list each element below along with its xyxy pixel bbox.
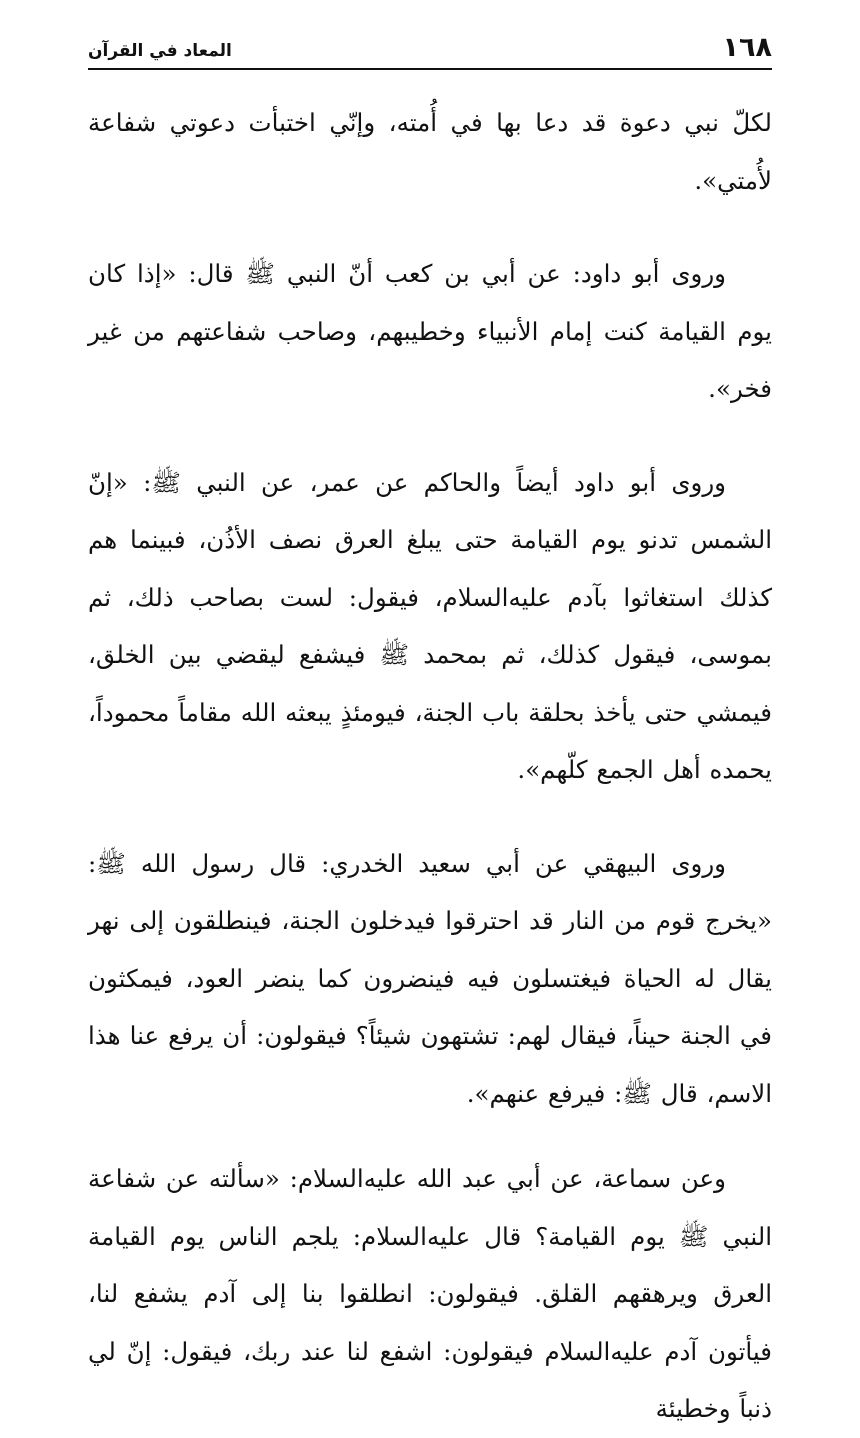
page-header [88,32,772,70]
paragraph: وروى أبو داود: عن أبي بن كعب أنّ النبي ﷺ قال: «إذا كان يوم القيامة كنت إمام الأنبياء وخطيبهم، وصاحب شفاعتهم من غير فخر». [88,259,772,403]
paragraph: لكلّ نبي دعوة قد دعا بها في أُمته، وإنّي اختبأت دعوتي شفاعة لأُمتي». [88,108,772,195]
paragraph: وعن سماعة، عن أبي عبد الله عليه‌السلام: «سألته عن شفاعة النبي ﷺ يوم القيامة؟ قال عليه‌السلام: يلجم الناس يوم القيامة العرق ويرهقهم القلق. فيقولون: انطلقوا بنا إلى آدم يشفع لنا، فيأتون آدم عليه‌السلام فيقولون: اشفع لنا عند ربك، فيقول: إنّ لي ذنباً وخطيئة [88,1164,772,1423]
page-number: ١٦٨ [722,32,772,63]
paragraph-gap [88,799,772,835]
paragraph-gap [88,209,772,245]
paragraph-gap [88,1122,772,1150]
paragraph-gap [88,418,772,454]
paragraph: وروى البيهقي عن أبي سعيد الخدري: قال رسول الله ﷺ: «يخرج قوم من النار قد احترقوا فيدخلون الجنة، فينطلقون إلى نهر يقال له الحياة فيغتسلون فيه فينضرون كما ينضر العود، فيمكثون في الجنة حيناً، فيقال لهم: تشتهون شيئاً؟ فيقولون: أن يرفع عنا هذا الاسم، قال ﷺ: فيرفع عنهم». [88,848,772,1108]
running-title: المعاد في القرآن [88,41,232,61]
page-body [88,94,772,1438]
paragraph: وروى أبو داود أيضاً والحاكم عن عمر، عن النبي ﷺ: «إنّ الشمس تدنو يوم القيامة حتى يبلغ العرق نصف الأذُن، فبينما هم كذلك استغاثوا بآدم عليه‌السلام، فيقول: لست بصاحب ذلك، ثم بموسى، فيقول كذلك، ثم بمحمد ﷺ فيشفع ليقضي بين الخلق، فيمشي حتى يأخذ بحلقة باب الجنة، فيومئذٍ يبعثه الله مقاماً محموداً، يحمده أهل الجمع كلّهم». [88,467,772,784]
